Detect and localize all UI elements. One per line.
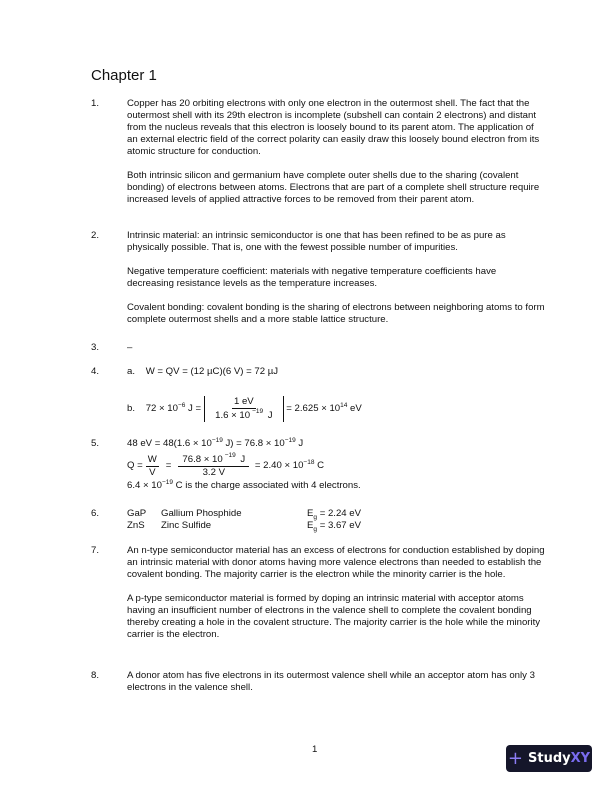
- equation: W = QV = (12 µC)(6 V) = 72 µJ: [145, 366, 279, 377]
- unit: C: [314, 460, 325, 472]
- symbol: E: [307, 520, 314, 531]
- eq-part: Q =: [127, 460, 143, 471]
- item-6: [91, 508, 551, 532]
- item-3: [91, 342, 551, 354]
- material-row: [127, 520, 545, 532]
- denominator: 1.6 × 10: [215, 409, 251, 421]
- paragraph: Covalent bonding: covalent bonding is the sharing of electrons between neighboring atoms to form complete outermost shells and a more stable lattice structure.: [127, 302, 545, 325]
- symbol: E: [307, 508, 314, 519]
- material-row: [127, 508, 545, 520]
- eq-part: 48 eV = 48(1.6 × 10: [127, 438, 212, 450]
- plus-icon: +: [507, 747, 524, 769]
- formula: GaP: [127, 508, 147, 519]
- material-name: Gallium Phosphide: [161, 508, 242, 519]
- material-name: Zinc Sulfide: [161, 520, 212, 531]
- item-number: 4.: [91, 366, 100, 377]
- unit: J: [237, 453, 246, 465]
- sub-label: b.: [127, 403, 136, 414]
- numerator: W: [147, 453, 157, 465]
- unit: J: [265, 409, 273, 421]
- item-number: 3.: [91, 342, 100, 353]
- sub-label: a.: [127, 366, 136, 377]
- formula: ZnS: [127, 520, 145, 531]
- badge-accent: XY: [570, 750, 591, 766]
- paragraph: An n-type semiconductor material has an excess of electrons for conduction established by doping an intrinsic material with donor atoms having more valence electrons than needed to establish the covalent bonding. The majority carrier is the electron while the minority carrier is the hole.: [127, 545, 545, 580]
- eq-part: = 2.40 × 10: [254, 460, 304, 472]
- item-number: 7.: [91, 545, 100, 556]
- exponent: −6: [177, 401, 186, 409]
- equation-b: [127, 394, 545, 424]
- unit: eV: [347, 403, 362, 415]
- eq-part: C is the charge associated with 4 electrons.: [172, 480, 361, 492]
- item-2: [91, 230, 551, 338]
- bracket: [204, 396, 283, 421]
- paragraph: A donor atom has five electrons in its outermost valence shell while an acceptor atom has only 3 electrons in the valence shell.: [127, 670, 535, 693]
- eq-part: =: [165, 460, 172, 471]
- exponent: −19: [211, 437, 223, 444]
- exponent: −19: [161, 479, 173, 486]
- item-number: 2.: [91, 230, 100, 241]
- paragraph: Both intrinsic silicon and germanium have complete outer shells due to the sharing (covalent bonding) of electrons between atoms. Electrons that are part of a complete shell structure require increased levels of applied attractive forces to be removed from their parent atom.: [127, 170, 540, 205]
- exponent: −19: [252, 408, 264, 416]
- denominator: V: [149, 466, 156, 478]
- item-number: 1.: [91, 98, 100, 109]
- eq-part: 6.4 × 10: [127, 480, 162, 492]
- item-1: [91, 98, 551, 218]
- item-7: [91, 545, 551, 653]
- exponent: 14: [340, 401, 348, 409]
- studyxy-badge[interactable]: [506, 745, 592, 772]
- eq-part: 72 × 10: [145, 403, 178, 415]
- item-number: 8.: [91, 670, 100, 681]
- item-4: [91, 366, 551, 424]
- subscript: g: [313, 525, 318, 533]
- paragraph: A p-type semiconductor material is formed by doping an intrinsic material with acceptor atoms having an insufficient number of electrons in the valence shell to complete the covalent bonding thereby creating a hole in the covalent structure. The majority carrier is the hole while the minority carrier is the electron.: [127, 593, 541, 640]
- denominator: 3.2 V: [202, 466, 225, 478]
- item-number: 5.: [91, 438, 100, 449]
- exponent: −19: [224, 452, 236, 460]
- item-text: –: [127, 342, 133, 353]
- exponent: −19: [284, 437, 296, 444]
- value: = 3.67 eV: [317, 520, 362, 531]
- paragraph: Intrinsic material: an intrinsic semiconductor is one that has been refined to be as pure as physically possible. That is, one with the fewest possible number of impurities.: [127, 230, 506, 253]
- item-5: [91, 438, 551, 492]
- exponent: −18: [303, 458, 315, 466]
- eq-part: J) = 76.8 × 10: [222, 438, 285, 450]
- paragraph: Negative temperature coefficient: materials with negative temperature coefficients have decreasing resistance levels as the temperature increases.: [127, 266, 497, 289]
- paragraph: Copper has 20 orbiting electrons with only one electron in the outermost shell. The fact that the outermost shell with its 29th electron is incomplete (subshell can contain 2 electrons) and distant from the nucleus reveals that this electron is loosely bound to its parent atom. The application of an external electric field of the correct polarity can easily draw this loosely bound electron from its atomic structure for conduction.: [127, 98, 540, 157]
- chapter-heading: Chapter 1: [91, 67, 157, 84]
- eq-part: J =: [185, 403, 202, 415]
- page-number: 1: [312, 744, 318, 755]
- subscript: g: [313, 513, 318, 521]
- badge-text: Study: [528, 750, 571, 766]
- item-number: 6.: [91, 508, 100, 519]
- value: = 2.24 eV: [317, 508, 362, 519]
- unit: J: [295, 438, 304, 450]
- numerator: 1 eV: [233, 396, 254, 408]
- item-8: [91, 670, 551, 706]
- eq-part: = 2.625 × 10: [286, 403, 341, 415]
- numerator: 76.8 × 10: [182, 453, 223, 465]
